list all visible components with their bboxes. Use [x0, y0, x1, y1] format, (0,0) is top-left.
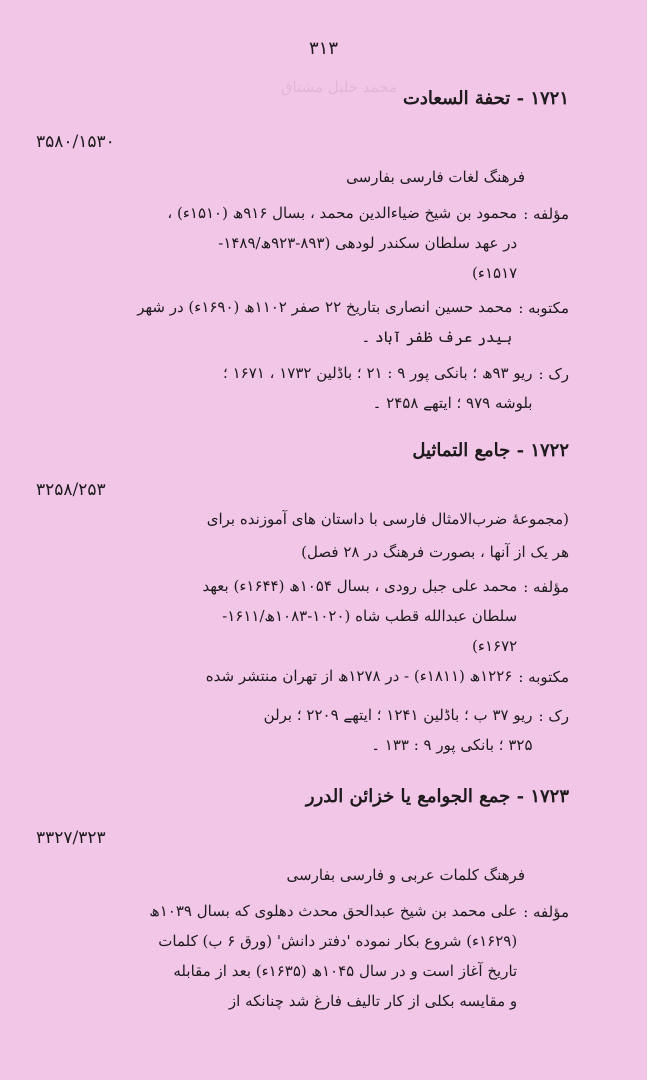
entry-heading — [36, 440, 569, 461]
bleed-through-text: محمد خلیل مشتاق — [280, 78, 397, 96]
entry-1722 — [36, 440, 569, 760]
field-line: ریو ۹۳ھ ؛ بانکی پور ۹ : ۲۱ ؛ باڈلین ۱۷۳۲ ، ۱۶۷۱ ؛ — [223, 364, 533, 382]
field-line: ۳۲۵ ؛ بانکی پور ۹ : ۱۳۳ ۔ — [371, 736, 533, 754]
field-label: مکتوبه : — [518, 668, 569, 686]
catalog-reference: ۳۲۵۸/۲۵۳ — [36, 480, 106, 500]
entry-title: تحفة السعادت — [402, 88, 511, 109]
page-number: ۳۱۳ — [308, 38, 338, 59]
manuscript-field — [36, 661, 569, 694]
field-label: مؤلفه : — [523, 903, 569, 921]
entry-heading — [36, 786, 569, 807]
field-label: رک : — [538, 365, 569, 383]
author-field — [36, 571, 569, 661]
field-line: در عهد سلطان سکندر لودهی (۸۹۳-۹۲۳ھ/۱۴۸۹- — [218, 234, 518, 252]
references-field — [36, 700, 569, 760]
field-line: ۱۵۱۷ء) — [472, 264, 518, 282]
entry-description — [36, 161, 525, 194]
field-line: ریو ۳۷ ب ؛ باڈلین ۱۲۴۱ ؛ ایتھے ۲۲۰۹ ؛ برلن — [263, 706, 533, 724]
entry-description — [36, 503, 569, 569]
field-line: بیدر عرف ظفر آباد ۔ — [361, 328, 513, 346]
manuscript-field — [36, 292, 569, 352]
field-line: بلوشه ۹۷۹ ؛ ایتھے ۲۴۵۸ ۔ — [372, 394, 533, 412]
field-line: محمد علی جبل رودی ، بسال ۱۰۵۴ھ (۱۶۴۴ء) بعهد — [202, 577, 518, 595]
catalog-reference: ۳۳۲۷/۳۲۳ — [36, 828, 106, 848]
references-field — [36, 358, 569, 418]
entry-1723 — [36, 786, 569, 1016]
field-label: رک : — [538, 707, 569, 725]
field-label: مؤلفه : — [523, 578, 569, 596]
author-field — [36, 198, 569, 288]
description-line: هر یک از آنها ، بصورت فرهنگ در ۲۸ فصل) — [301, 543, 569, 561]
field-line: ۱۲۲۶ھ (۱۸۱۱ء) - در ۱۲۷۸ھ از تهران منتشر شده — [205, 667, 513, 685]
field-line: محمد حسین انصاری بتاریخ ۲۲ صفر ۱۱۰۲ھ (۱۶۹۰ء) در شهر — [137, 298, 513, 316]
entry-heading — [36, 88, 569, 109]
author-field — [36, 896, 569, 1016]
entry-title: جامع التماثیل — [412, 440, 511, 461]
field-label: مکتوبه : — [518, 299, 569, 317]
field-line: (۱۶۲۹ء) شروع بکار نموده 'دفتر دانش' (ورق ۶ ب) کلمات — [158, 932, 518, 950]
entry-description — [36, 859, 525, 892]
field-label: مؤلفه : — [523, 205, 569, 223]
field-line: سلطان عبدالله قطب شاه (۱۰۲۰-۱۰۸۳ھ/۱۶۱۱- — [222, 607, 518, 625]
field-line: محمود بن شیخ ضیاءالدین محمد ، بسال ۹۱۶ھ (۱۵۱۰ء) ، — [167, 204, 518, 222]
entry-number: ۱۷۲۲ - — [516, 440, 569, 461]
field-line: علی محمد بن شیخ عبدالحق محدث دهلوی که بسال ۱۰۳۹ھ — [149, 902, 518, 920]
field-line: تاریخ آغاز است و در سال ۱۰۴۵ھ (۱۶۳۵ء) بعد از مقابله — [173, 962, 518, 980]
catalog-reference: ۳۵۸۰/۱۵۳۰ — [36, 132, 115, 152]
description-line: فرهنگ کلمات عربی و فارسی بفارسی — [286, 866, 525, 884]
description-line: فرهنگ لغات فارسی بفارسی — [346, 168, 525, 186]
description-line: (مجموعۀ ضرب‌الامثال فارسی با داستان های آموزنده برای — [206, 510, 569, 528]
entry-number: ۱۷۲۱ - — [516, 88, 569, 109]
entry-number: ۱۷۲۳ - — [516, 786, 569, 807]
entry-1721 — [36, 88, 569, 418]
entry-title: جمع الجوامع یا خزائن الدرر — [305, 786, 511, 807]
field-line: و مقایسه بکلی از کار تالیف فارغ شد چنانکه از — [228, 992, 518, 1010]
field-line: ۱۶۷۲ء) — [472, 637, 518, 655]
